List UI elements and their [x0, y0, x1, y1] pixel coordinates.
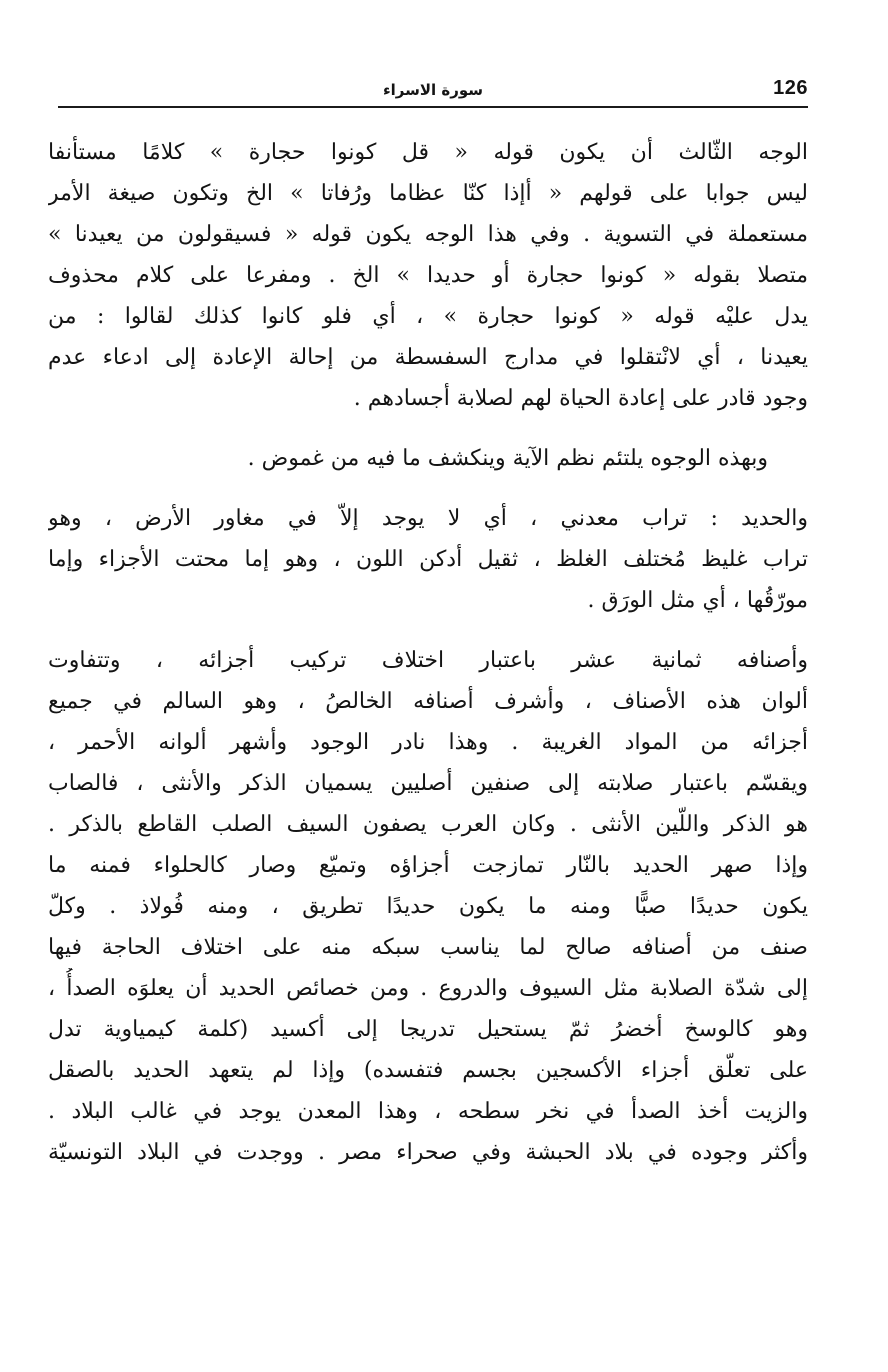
surah-title: سورة الاسراء: [382, 81, 484, 99]
text-line: وأصنافه ثمانية عشر باعتبار اختلاف تركيب أجزائه ، وتتفاوت: [48, 648, 808, 673]
text-line: يكون حديدًا صبًّا ومنه ما يكون حديدًا تطريق ، ومنه فُولاذ . وكلّ: [48, 894, 808, 919]
paragraph-summary: [48, 438, 808, 479]
paragraph-gap: [48, 621, 808, 640]
header-rule: [58, 106, 808, 108]
paragraph-gap: [48, 479, 808, 498]
text-line: وهو كالوسخ أخضرُ ثمّ يستحيل تدريجا إلى أكسيد (كلمة كيمياوية تدل: [48, 1017, 808, 1042]
text-line: مستعملة في التسوية . وفي هذا الوجه يكون قوله « فسيقولون من يعيدنا »: [48, 222, 808, 247]
text-line: متصلا بقوله « كونوا حجارة أو حديدا » الخ . ومفرعا على كلام محذوف: [48, 263, 808, 288]
text-line: هو الذكر واللّين الأنثى . وكان العرب يصفون السيف الصلب القاطع بالذكر .: [48, 812, 808, 837]
paragraph-iron-types: [48, 640, 808, 1173]
text-line: وإذا صهر الحديد بالنّار تمازجت أجزاؤه وتميّع وصار كالحلواء فمنه ما: [48, 853, 808, 878]
text-line: إلى شدّة الصلابة مثل السيوف والدروع . ومن خصائص الحديد أن يعلوَه الصدأُ ،: [48, 976, 808, 1001]
text-line: والحديد : تراب معدني ، أي لا يوجد إلاّ في مغاور الأرض ، وهو: [48, 506, 808, 531]
paragraph-third-aspect: [48, 132, 808, 419]
text-line: وبهذه الوجوه يلتئم نظم الآية وينكشف ما فيه من غموض .: [247, 446, 768, 471]
text-line: والزيت أخذ الصدأ في نخر سطحه ، وهذا المعدن يوجد في غالب البلاد .: [48, 1099, 808, 1124]
text-line: الوجه الثّالث أن يكون قوله « قل كونوا حجارة » كلامًا مستأنفا: [48, 140, 808, 165]
text-line: ويقسّم باعتبار صلابته إلى صنفين أصليين يسميان الذكر والأنثى ، فالصاب: [48, 771, 808, 796]
text-line: ألوان هذه الأصناف ، وأشرف أصنافه الخالصُ ، وهو السالم في جميع: [48, 689, 808, 714]
text-line: وجود قادر على إعادة الحياة لهم لصلابة أجسادهم .: [353, 386, 808, 411]
text-line: تراب غليظ مُختلف الغلظ ، ثقيل أدكن اللون ، وهو إما محتت الأجزاء وإما: [48, 547, 808, 572]
text-line: يعيدنا ، أي لانْتقلوا في مدارج السفسطة من إحالة الإعادة إلى ادعاء عدم: [48, 345, 808, 370]
page-number: 126: [773, 77, 808, 99]
text-line: على تعلّق أجزاء الأكسجين بجسم فتفسده) وإذا لم يتعهد الحديد بالصقل: [48, 1058, 808, 1083]
paragraph-gap: [48, 419, 808, 438]
text-line: أجزائه من المواد الغريبة . وهذا نادر الوجود وأشهر ألوانه الأحمر ،: [48, 730, 808, 755]
text-line: صنف من أصنافه صالح لما يناسب سبكه منه على اختلاف الحاجة فيها: [48, 935, 808, 960]
page-header: [58, 70, 808, 106]
text-line: ليس جوابا على قولهم « أإذا كنّا عظاما ورُفاتا » الخ وتكون صيغة الأمر: [48, 181, 808, 206]
paragraph-iron-definition: [48, 498, 808, 621]
text-line: مورّقُها ، أي مثل الورَق .: [587, 588, 808, 613]
text-line: وأكثر وجوده في بلاد الحبشة وفي صحراء مصر . ووجدت في البلاد التونسيّة: [48, 1140, 808, 1165]
text-line: يدل عليْه قوله « كونوا حجارة » ، أي فلو كانوا كذلك لقالوا : من: [48, 304, 808, 329]
page-body: [48, 132, 808, 1173]
